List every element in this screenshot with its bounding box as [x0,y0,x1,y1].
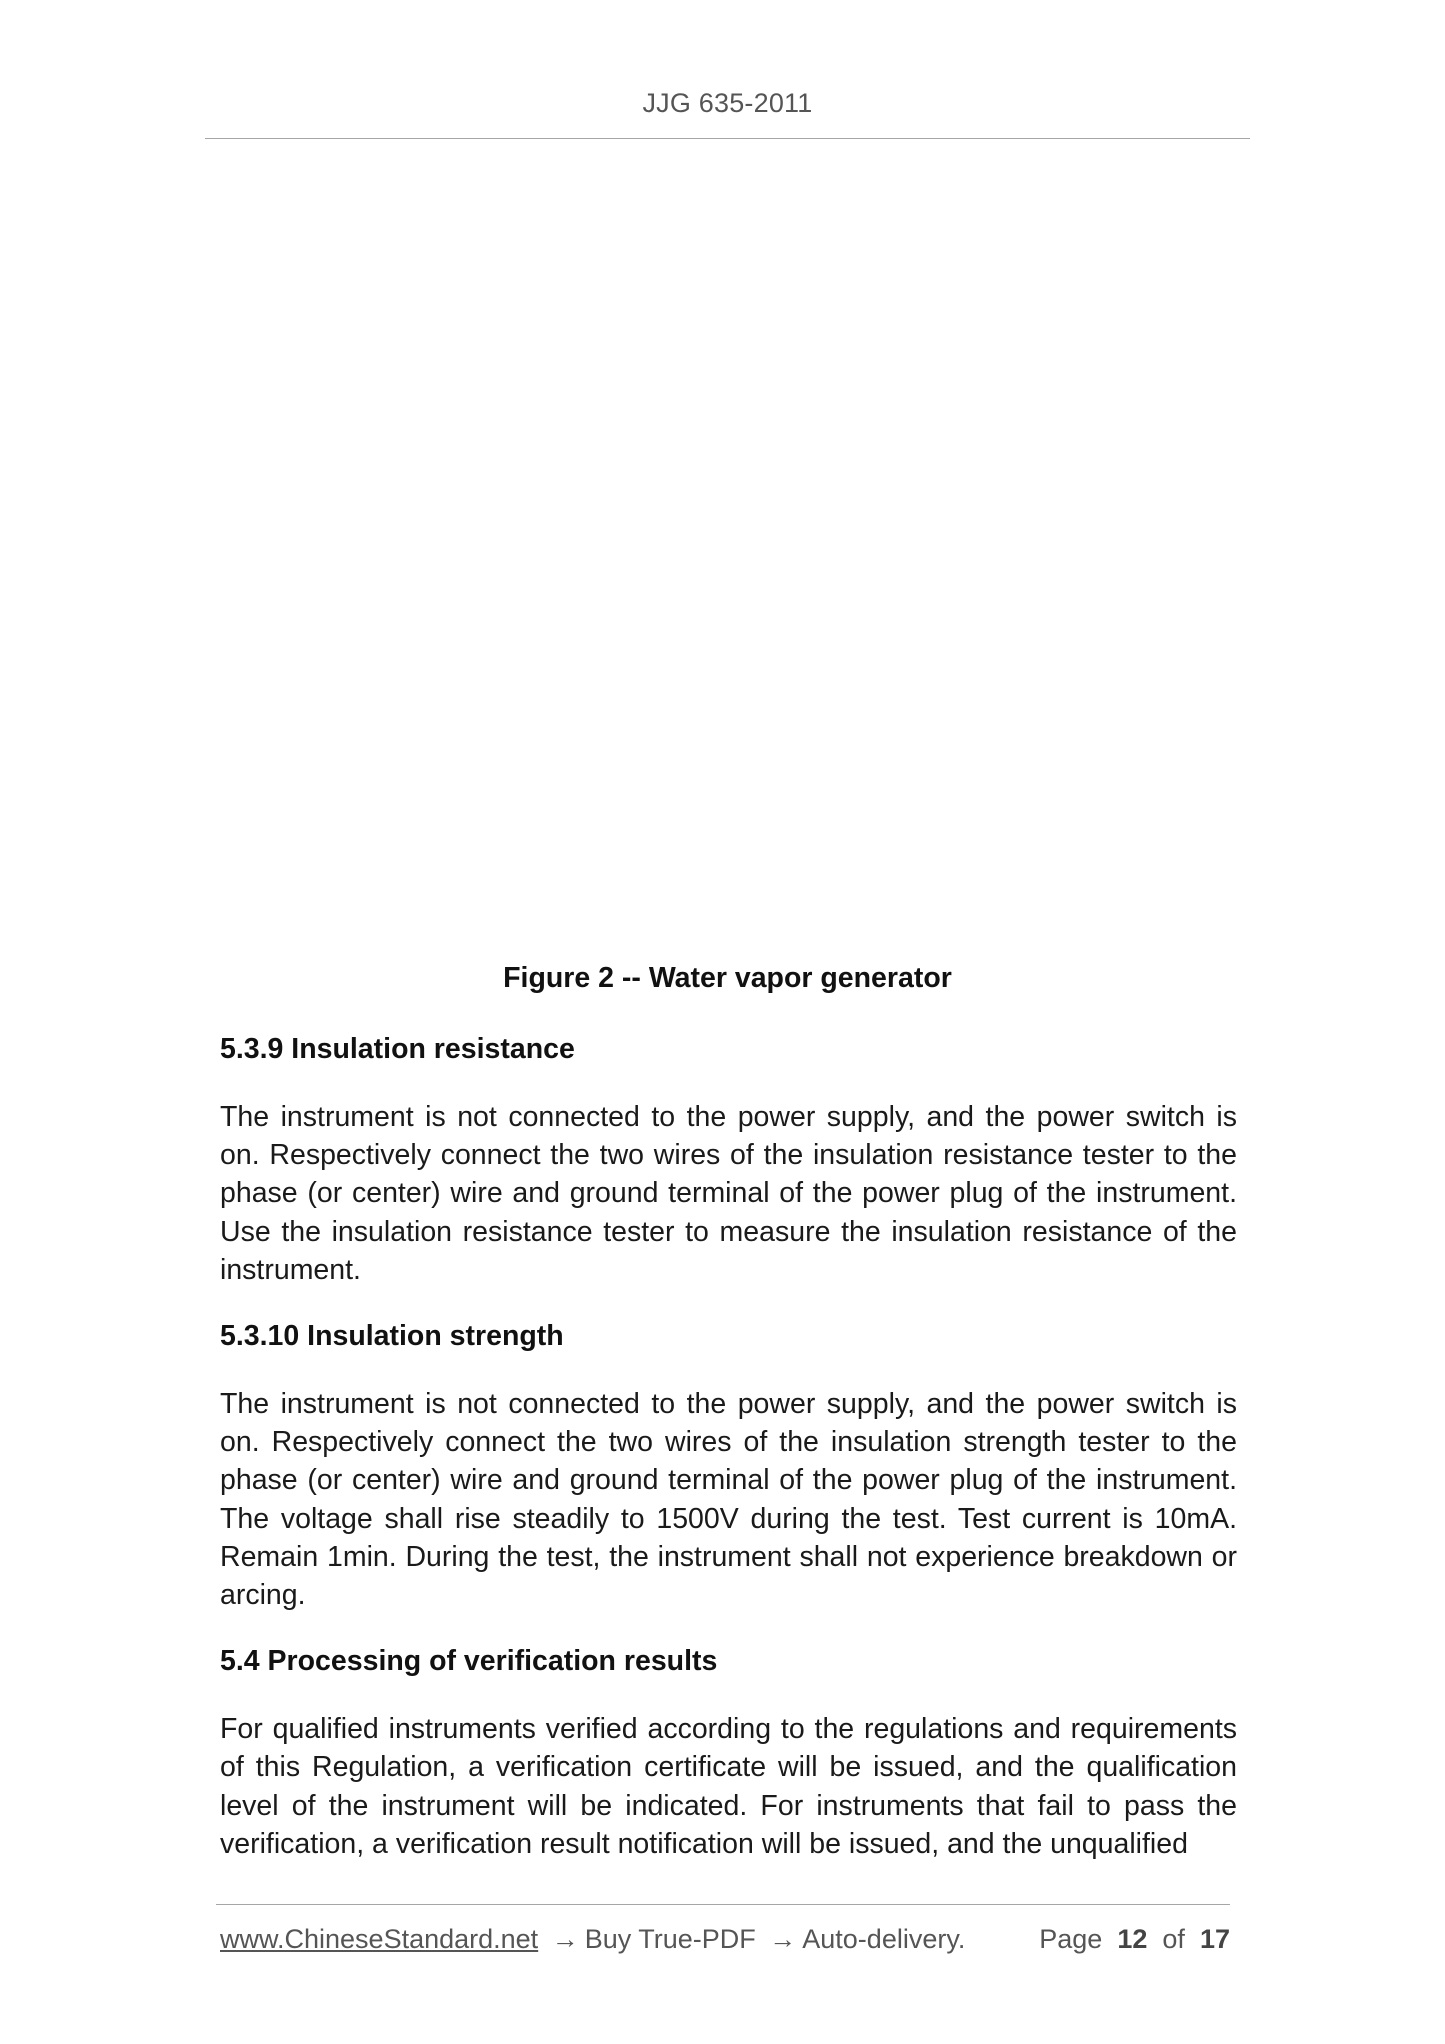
section-body-insulation-resistance: The instrument is not connected to the power supply, and the power switch is on. Respectively connect the two wires of the insulation resistance tester to the phase (or center) wire and ground terminal of the power plug of the instrument. Use the insulation resistance tester to measure the insulation resistance of the instrument. [220,1101,1237,1286]
figure-caption: Figure 2 -- Water vapor generator [503,962,952,994]
document-body [220,1030,1237,1891]
section-heading-insulation-resistance: 5.3.9 Insulation resistance [220,1033,575,1065]
auto-delivery-text: Auto-delivery. [802,1924,966,1954]
site-link[interactable]: www.ChineseStandard.net [220,1924,539,1954]
section-body-insulation-strength: The instrument is not connected to the power supply, and the power switch is on. Respectively connect the two wires of the insulation strength tester to the phase (or center) wire and ground terminal of the power plug of the instrument. The voltage shall rise steadily to 1500V during the test. Test current is 10mA. Remain 1min. During the test, the instrument shall not experience breakdown or arcing. [220,1388,1237,1612]
running-header: JJG 635-2011 [642,88,813,118]
current-page-number: 12 [1117,1924,1148,1954]
total-page-count: 17 [1199,1924,1230,1954]
page-footer [220,1924,1230,1955]
page-label: Page [1039,1924,1103,1954]
arrow-right-icon: → [769,1924,797,1954]
header-divider [205,138,1250,139]
section-body-verification-results: For qualified instruments verified according to the regulations and requirements of this Regulation, a verification certificate will be issued, and the qualification level of the instrument will be indicated. For instruments that fail to pass the verification, a verification result notification will be issued, and the unqualified [220,1713,1237,1860]
page-number-indicator [1039,1924,1230,1955]
section-heading-insulation-strength: 5.3.10 Insulation strength [220,1320,564,1353]
section-heading-verification-results: 5.4 Processing of verification results [220,1645,718,1678]
arrow-right-icon: → [551,1924,579,1954]
buy-true-pdf-text: Buy True-PDF [584,1924,756,1954]
figure-image-area [205,150,1250,950]
footer-divider [216,1904,1230,1905]
of-label: of [1162,1924,1185,1954]
